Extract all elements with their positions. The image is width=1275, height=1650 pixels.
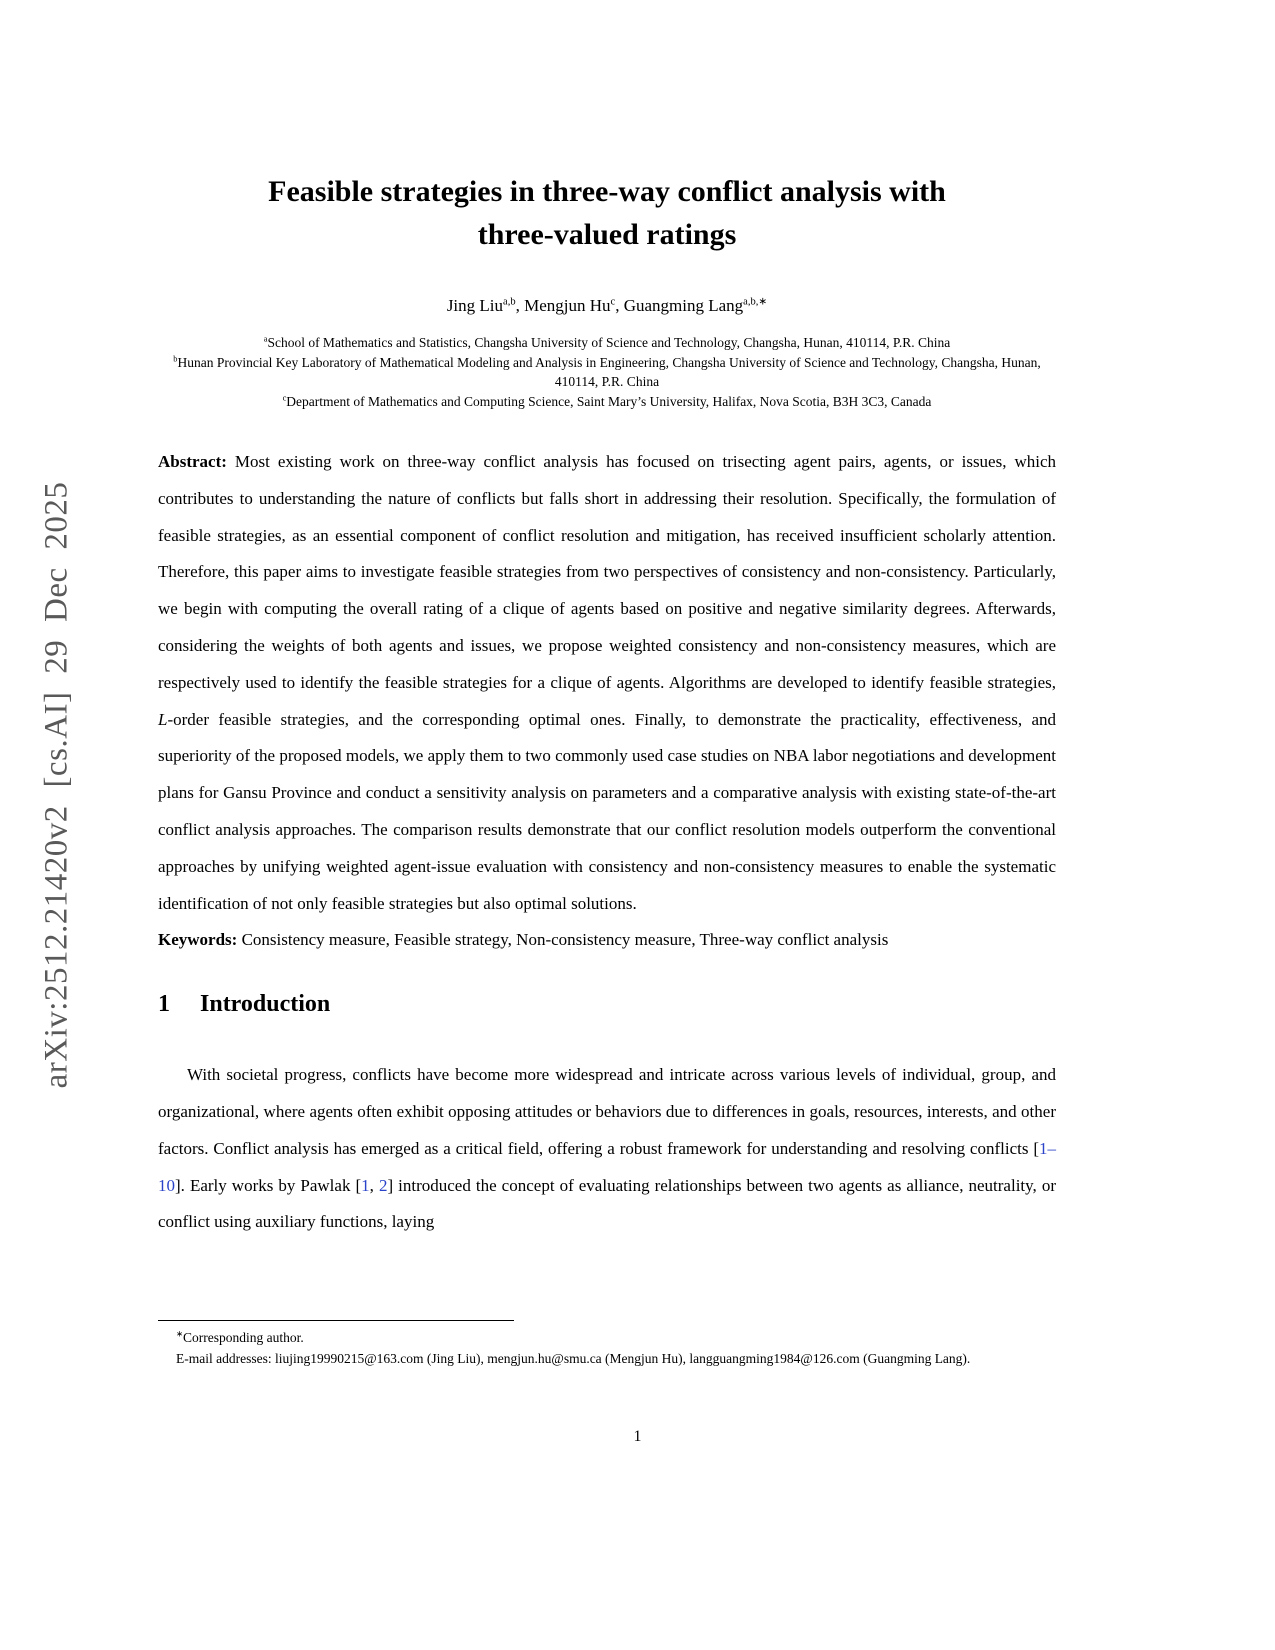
affiliation-mark: b: [173, 354, 178, 363]
paper-title-line1: Feasible strategies in three-way conflict analysis with: [268, 175, 946, 208]
author-affil-marks: a,b,∗: [743, 296, 768, 308]
footnote-rule: [158, 1320, 514, 1321]
abstract-text: Most existing work on three-way conflict analysis has focused on trisecting agent pairs, agents, or issues, which contributes to understanding the nature of conflicts but falls short in addressing their resolution. Specifically, the formulation of feasible strategies, as an essential component of conflict resolution and mitigation, has received insufficient scholarly attention. Therefore, this paper aims to investigate feasible strategies from two perspectives of consistency and non-consistency. Particularly, we begin with computing the overall rating of a clique of agents based on positive and negative similarity degrees. Afterwards, considering the weights of both agents and issues, we propose weighted consistency and non-consistency measures, which are respectively used to identify the feasible strategies for a clique of agents. Algorithms are developed to identify feasible strategies,: [158, 452, 1056, 692]
intro-text: ]. Early works by Pawlak [: [175, 1175, 362, 1195]
corresponding-author-note: [158, 1327, 1056, 1348]
intro-text: ] introduced the concept of evaluating relationships between two agents as alliance, neutrality, or conflict using auxiliary functions, laying: [158, 1175, 1056, 1232]
affiliation-mark: a: [263, 334, 268, 344]
keywords-text: Consistency measure, Feasible strategy, Non-consistency measure, Three-way conflict analysis: [237, 930, 889, 950]
intro-text: With societal progress, conflicts have become more widespread and intricate across various levels of individual, group, and organizational, where agents often exhibit opposing attitudes or behaviors due to differences in goals, resources, interests, and other factors. Conflict analysis has emerged as a critical field, offering a robust framework for understanding and resolving conflicts [: [158, 1065, 1056, 1158]
corresponding-author-text: Corresponding author.: [183, 1330, 304, 1345]
email-addresses-note: E-mail addresses: liujing19990215@163.com (Jing Liu), mengjun.hu@smu.ca (Mengjun Hu), langguangming1984@126.com (Guangming Lang).: [176, 1351, 971, 1366]
abstract-label: Abstract:: [158, 452, 227, 471]
section-number: 1: [158, 991, 170, 1018]
page-number: 1: [633, 1428, 642, 1445]
affiliation-mark: c: [282, 393, 287, 402]
affiliation-line: [158, 333, 1056, 353]
author-separator: ,: [615, 296, 624, 315]
affiliation-line: [158, 353, 1056, 392]
affiliation-text: Department of Mathematics and Computing Science, Saint Mary’s University, Halifax, Nova Scotia, B3H 3C3, Canada: [286, 393, 932, 409]
author-affil-marks: c: [610, 296, 616, 308]
abstract-paragraph: [158, 444, 1056, 922]
intro-text: ,: [369, 1175, 379, 1195]
author-separator: ,: [515, 296, 525, 315]
page: [158, 0, 1056, 1241]
author-name: Jing Liu: [446, 296, 504, 315]
affiliation-line: [158, 392, 1056, 412]
footnote-mark: ∗: [176, 1329, 184, 1339]
paper-title: [158, 0, 1056, 256]
section-title: Introduction: [200, 991, 331, 1018]
keywords-label: Keywords:: [158, 930, 238, 950]
footnote: [158, 1320, 1056, 1369]
affiliation-text: Hunan Provincial Key Laboratory of Mathematical Modeling and Analysis in Engineering, Changsha University of Science and Technology, Changsha, Hunan, 410114, P.R. China: [177, 354, 1041, 389]
author-name: Guangming Lang: [623, 296, 744, 315]
keywords-line: [158, 922, 1056, 959]
citation-link-1-10[interactable]: 1–10: [158, 1138, 1056, 1195]
author-line: [158, 296, 1056, 316]
citation-link-2[interactable]: 2: [378, 1175, 388, 1195]
section-heading-introduction: [158, 987, 1056, 1021]
paper-title-line2: three-valued ratings: [477, 218, 737, 251]
arxiv-watermark: arXiv:2512.21420v2 [cs.AI] 29 Dec 2025: [38, 481, 75, 1089]
math-variable-L: L: [158, 709, 168, 729]
affiliation-text: School of Mathematics and Statistics, Changsha University of Science and Technology, Changsha, Hunan, 410114, P.R. China: [267, 335, 951, 350]
author-affil-marks: a,b: [503, 296, 516, 308]
abstract-text: -order feasible strategies, and the corresponding optimal ones. Finally, to demonstrate the practicality, effectiveness, and superiority of the proposed models, we apply them to two commonly used case studies on NBA labor negotiations and development plans for Gansu Province and conduct a sensitivity analysis on parameters and a comparative analysis with existing state-of-the-art conflict analysis approaches. The comparison results demonstrate that our conflict resolution models outperform the conventional approaches by unifying weighted agent-issue evaluation with consistency and non-consistency measures to enable the systematic identification of not only feasible strategies but also optimal solutions.: [158, 709, 1057, 913]
intro-paragraph: [158, 1057, 1056, 1241]
author-name: Mengjun Hu: [524, 296, 611, 315]
citation-link-1[interactable]: 1: [361, 1175, 370, 1195]
affiliations: [158, 333, 1056, 411]
